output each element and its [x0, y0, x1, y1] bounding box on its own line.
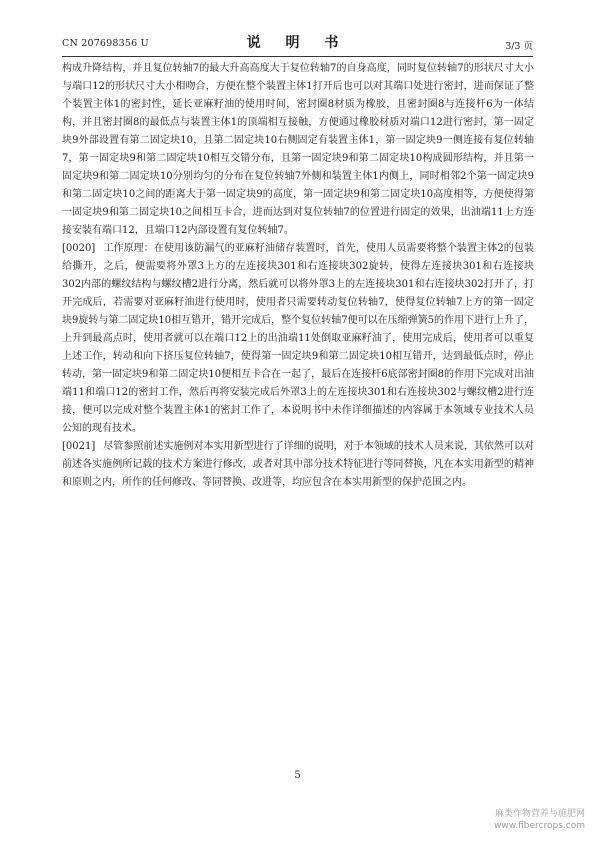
watermark-url: www.fibercrops.com: [494, 821, 585, 831]
paragraph-continued: 构成升降结构，并且复位转轴7的最大升高高度大于复位转轴7的自身高度，同时复位转轴7的形状尺寸大小与端口12的形状尺寸大小相吻合，方便在整个装置主体1打开后也可以对其端口处进行密封，进而保证了整个装置主体1的密封性，延长亚麻籽油的使用时间，密封圈8材质为橡胶，且密封圈8与连接杆6为一体结构，并且密封圈8的最低点与装置主体1的顶端相互接触，方便通过橡胶材质对端口12进行密封，第一固定块9外部设置有第二固定块10，且第二固定块10右侧固定有装置主体1，第一固定块9一侧连接有复位转轴7，第一固定块9和第二固定块10相互交错分布，且第一固定块9和第二固定块10构成圆形结构，并且第一固定块9和第二固定块10分别均匀的分布在复位转轴7外侧和装置主体1内侧上，同时相邻2个第一固定块9和第二固定块10之间的距离大于第一固定块9的高度，第一固定块9和第二固定块10高度相等，方便使得第一固定块9和第二固定块10之间相互卡合，进而达到对复位转轴7的位置进行固定的效果，出油端11上方连接安装有端口12，且端口12内部设置有复位转轴7。: [62, 63, 534, 236]
paragraph-0020: [62, 240, 534, 438]
watermark-title: 麻类作物营养与施肥网: [494, 809, 585, 819]
site-watermark: [494, 808, 585, 832]
page-title: 说 明 书: [246, 35, 349, 51]
document-body: [62, 60, 534, 492]
page-header: [62, 34, 533, 52]
paragraph-text: 工作原理：在使用该防漏气的亚麻籽油储存装置时，首先，使用人员需要将整个装置主体2的包装给撕开，之后，便需要将外罩3上方的左连接块301和右连接块302旋转，使得左连接块301和右连接块302内部的螺纹结构与螺纹槽2进行分离，然后就可以将外罩3上的左连接块301和右连接块302打开了，打开完成后，若需要对亚麻籽油进行使用时，使用者只需要转动复位转轴7，使得复位转轴7上方的第一固定块9旋转与第二固定块10相互错开，错开完成后，整个复位转轴7便可以在压缩弹簧5的作用下进行上升了，上升到最高点时，使用者就可以在端口12上的出油端11处倒取亚麻籽油了，使用完成后，使用者可以重复上述工作，转动和向下挤压复位转轴7，使得第一固定块9和第二固定块10相互错开，达到最低点时，停止转动，第一固定块9和第二固定块10便相互卡合在一起了，最后在连接杆6底部密封圈8的作用下完成对出油端11和端口12的密封工作，然后再将安装完成后外罩3上的左连接块301和右连接块302与螺纹槽2进行连接，便可以完成对整个装置主体1的密封工作了，本说明书中未作详细描述的内容属于本领域专业技术人员公知的现有技术。: [62, 243, 534, 434]
header-divider: [62, 56, 533, 57]
document-number: CN 207698356 U: [62, 38, 149, 49]
page-indicator: 3/3 页: [505, 41, 533, 52]
paragraph-text: 尽管参照前述实施例对本实用新型进行了详细的说明，对于本领域的技术人员来说，其依然可以对前述各实施例所记载的技术方案进行修改，或者对其中部分技术特征进行等同替换，凡在本实用新型的精神和原则之内，所作的任何修改、等同替换、改进等，均应包含在本实用新型的保护范围之内。: [62, 441, 534, 488]
paragraph-number: [0020]: [62, 243, 96, 254]
page-number: 5: [294, 770, 301, 781]
paragraph-0021: [62, 438, 534, 492]
paragraph-number: [0021]: [62, 441, 96, 452]
